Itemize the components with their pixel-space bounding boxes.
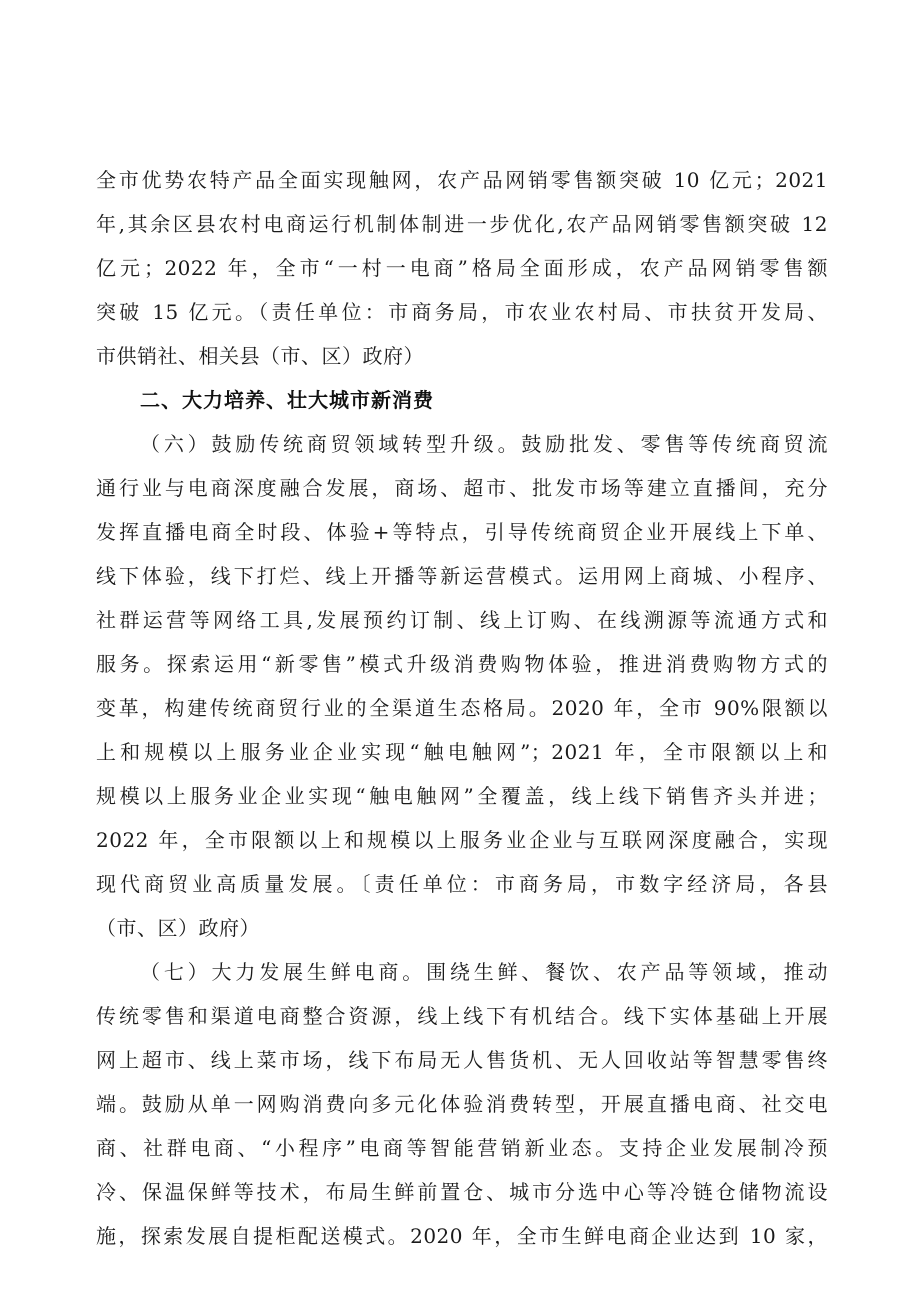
paragraph-3-line-2: 传统零售和渠道电商整合资源，线上线下有机结合。线下实体基础上开展 — [96, 1004, 828, 1028]
paragraph-2-line-12: （市、区）政府） — [96, 916, 260, 940]
paragraph-2-line-2: 通行业与电商深度融合发展，商场、超市、批发市场等建立直播间，充分 — [96, 476, 828, 500]
paragraph-2-line-8: 上和规模以上服务业企业实现“触电触网”；2021 年，全市限额以上和 — [96, 740, 828, 764]
paragraph-2-line-1: （六）鼓励传统商贸领域转型升级。鼓励批发、零售等传统商贸流 — [140, 432, 828, 456]
paragraph-2-line-4: 线下体验，线下打烂、线上开播等新运营模式。运用网上商城、小程序、 — [96, 564, 828, 588]
paragraph-1-line-2: 年,其余区县农村电商运行机制体制进一步优化,农产品网销零售额突破 12 — [96, 212, 828, 236]
paragraph-1-line-1: 全市优势农特产品全面实现触网，农产品网销零售额突破 10 亿元；2021 — [96, 168, 828, 192]
paragraph-2-line-11: 现代商贸业高质量发展。〔责任单位：市商务局，市数字经济局，各县 — [96, 872, 828, 896]
paragraph-3-line-6: 冷、保温保鲜等技术，布局生鲜前置仓、城市分选中心等冷链仓储物流设 — [96, 1180, 828, 1204]
paragraph-2-line-3: 发挥直播电商全时段、体验+等特点，引导传统商贸企业开展线上下单、 — [96, 520, 828, 544]
paragraph-3-line-3: 网上超市、线上菜市场，线下布局无人售货机、无人回收站等智慧零售终 — [96, 1048, 828, 1072]
paragraph-2-line-9: 规模以上服务业企业实现“触电触网”全覆盖，线上线下销售齐头并进； — [96, 784, 828, 808]
paragraph-3-line-4: 端。鼓励从单一网购消费向多元化体验消费转型，开展直播电商、社交电 — [96, 1092, 828, 1116]
paragraph-3-line-7: 施，探索发展自提柜配送模式。2020 年，全市生鲜电商企业达到 10 家， — [96, 1224, 828, 1248]
paragraph-2-line-5: 社群运营等网络工具,发展预约订制、线上订购、在线溯源等流通方式和 — [96, 608, 828, 632]
paragraph-3-line-1: （七）大力发展生鲜电商。围绕生鲜、餐饮、农产品等领域，推动 — [140, 960, 828, 984]
paragraph-3-line-5: 商、社群电商、“小程序”电商等智能营销新业态。支持企业发展制冷预 — [96, 1136, 828, 1160]
paragraph-1-line-4: 突破 15 亿元。（责任单位：市商务局，市农业农村局、市扶贫开发局、 — [96, 300, 828, 324]
paragraph-2-line-6: 服务。探索运用“新零售”模式升级消费购物体验，推进消费购物方式的 — [96, 652, 828, 676]
paragraph-2-line-7: 变革，构建传统商贸行业的全渠道生态格局。2020 年，全市 90%限额以 — [96, 696, 828, 720]
paragraph-1-line-3: 亿元；2022 年，全市“一村一电商”格局全面形成，农产品网销零售额 — [96, 256, 828, 280]
paragraph-1-line-5: 市供销社、相关县（市、区）政府） — [96, 344, 424, 368]
section-heading: 二、大力培养、壮大城市新消费 — [140, 388, 434, 412]
paragraph-2-line-10: 2022 年，全市限额以上和规模以上服务业企业与互联网深度融合，实现 — [96, 828, 828, 852]
